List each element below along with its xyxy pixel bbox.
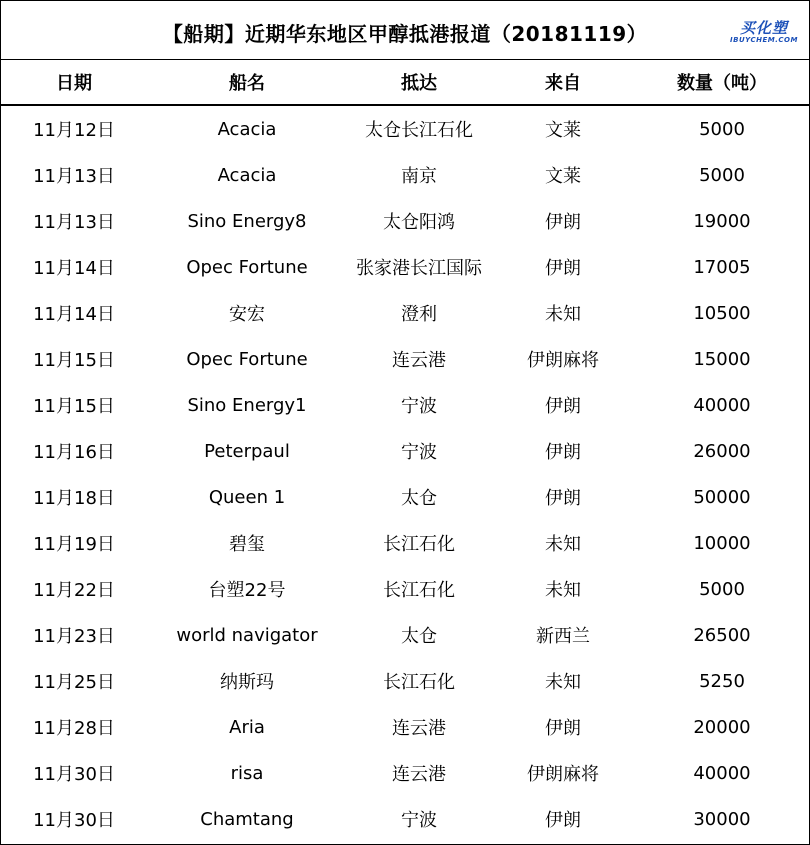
logo-main-text: 买化塑 <box>739 19 788 37</box>
cell-date: 11月12日 <box>33 120 115 141</box>
cell-ship-name: Sino Energy1 <box>187 394 307 416</box>
cell-quantity: 17005 <box>693 256 751 278</box>
cell-date: 11月22日 <box>33 580 115 601</box>
cell-quantity: 5000 <box>699 578 745 600</box>
cell-ship-name: 台塑22号 <box>208 580 286 601</box>
cell-origin: 未知 <box>545 672 581 693</box>
table-row <box>1 244 809 290</box>
page-title: 【船期】近期华东地区甲醇抵港报道（20181119） <box>162 22 648 46</box>
table-row <box>1 566 809 612</box>
cell-quantity: 40000 <box>693 394 751 416</box>
cell-origin: 伊朗麻将 <box>527 764 599 785</box>
cell-arrival-port: 宁波 <box>401 810 437 831</box>
table-header-row <box>1 60 809 105</box>
cell-ship-name: Acacia <box>217 164 277 186</box>
table-row <box>1 290 809 336</box>
cell-arrival-port: 连云港 <box>392 718 446 739</box>
cell-arrival-port: 连云港 <box>392 764 446 785</box>
cell-date: 11月18日 <box>33 488 115 509</box>
cell-quantity: 5000 <box>699 164 745 186</box>
cell-quantity: 10000 <box>693 532 751 554</box>
header-origin: 来自 <box>491 60 635 105</box>
cell-origin: 伊朗 <box>545 810 581 831</box>
table-row <box>1 612 809 658</box>
cell-date: 11月28日 <box>33 718 115 739</box>
cell-quantity: 10500 <box>693 302 751 324</box>
cell-arrival-port: 连云港 <box>392 350 446 371</box>
cell-arrival-port: 长江石化 <box>383 672 455 693</box>
cell-ship-name: Sino Energy8 <box>187 210 307 232</box>
cell-quantity: 26000 <box>693 440 751 462</box>
cell-arrival-port: 南京 <box>401 166 437 187</box>
table-body <box>1 105 809 842</box>
cell-origin: 伊朗 <box>545 718 581 739</box>
cell-arrival-port: 太仓 <box>401 488 437 509</box>
table-row <box>1 198 809 244</box>
cell-quantity: 40000 <box>693 762 751 784</box>
cell-date: 11月23日 <box>33 626 115 647</box>
cell-arrival-port: 张家港长江国际 <box>356 258 482 279</box>
cell-quantity: 50000 <box>693 486 751 508</box>
logo-sub-text: IBUYCHEM.COM <box>730 36 798 44</box>
cell-arrival-port: 长江石化 <box>383 580 455 601</box>
table-row <box>1 336 809 382</box>
cell-ship-name: Chamtang <box>200 808 294 830</box>
cell-origin: 文莱 <box>545 166 581 187</box>
cell-arrival-port: 长江石化 <box>383 534 455 555</box>
cell-ship-name: Peterpaul <box>204 440 290 462</box>
cell-quantity: 20000 <box>693 716 751 738</box>
table-row <box>1 105 809 152</box>
cell-date: 11月30日 <box>33 810 115 831</box>
cell-quantity: 26500 <box>693 624 751 646</box>
cell-origin: 伊朗 <box>545 488 581 509</box>
cell-ship-name: Opec Fortune <box>186 256 308 278</box>
cell-arrival-port: 宁波 <box>401 396 437 417</box>
cell-origin: 新西兰 <box>536 626 590 647</box>
cell-quantity: 5250 <box>699 670 745 692</box>
cell-ship-name: 安宏 <box>229 304 265 325</box>
table-row <box>1 658 809 704</box>
cell-ship-name: world navigator <box>176 624 318 646</box>
table-row <box>1 704 809 750</box>
table-row <box>1 152 809 198</box>
cell-date: 11月15日 <box>33 396 115 417</box>
cell-origin: 伊朗 <box>545 442 581 463</box>
cell-date: 11月15日 <box>33 350 115 371</box>
title-bar <box>1 1 809 60</box>
table-row <box>1 474 809 520</box>
cell-origin: 伊朗麻将 <box>527 350 599 371</box>
cell-quantity: 30000 <box>693 808 751 830</box>
cell-origin: 伊朗 <box>545 396 581 417</box>
cell-quantity: 15000 <box>693 348 751 370</box>
cell-ship-name: Opec Fortune <box>186 348 308 370</box>
cell-date: 11月13日 <box>33 212 115 233</box>
table-row <box>1 750 809 796</box>
cell-ship-name: Aria <box>229 716 265 738</box>
cell-arrival-port: 宁波 <box>401 442 437 463</box>
shipment-table <box>1 60 809 842</box>
cell-date: 11月13日 <box>33 166 115 187</box>
table-row <box>1 796 809 842</box>
cell-origin: 未知 <box>545 304 581 325</box>
cell-date: 11月19日 <box>33 534 115 555</box>
cell-arrival-port: 太仓阳鸿 <box>383 212 455 233</box>
header-quantity: 数量（吨） <box>635 60 809 105</box>
cell-origin: 未知 <box>545 534 581 555</box>
cell-ship-name: 纳斯玛 <box>220 672 274 693</box>
table-row <box>1 382 809 428</box>
header-date: 日期 <box>1 60 147 105</box>
header-ship-name: 船名 <box>147 60 347 105</box>
brand-logo <box>729 21 799 47</box>
cell-ship-name: Acacia <box>217 118 277 140</box>
cell-arrival-port: 太仓长江石化 <box>365 120 473 141</box>
cell-quantity: 5000 <box>699 118 745 140</box>
cell-origin: 伊朗 <box>545 212 581 233</box>
cell-ship-name: 碧玺 <box>229 534 265 555</box>
cell-date: 11月25日 <box>33 672 115 693</box>
cell-arrival-port: 太仓 <box>401 626 437 647</box>
table-row <box>1 428 809 474</box>
cell-arrival-port: 澄利 <box>401 304 437 325</box>
cell-date: 11月16日 <box>33 442 115 463</box>
cell-ship-name: Queen 1 <box>208 486 286 508</box>
cell-ship-name: risa <box>230 762 264 784</box>
cell-origin: 未知 <box>545 580 581 601</box>
cell-date: 11月14日 <box>33 304 115 325</box>
table-row <box>1 520 809 566</box>
cell-origin: 伊朗 <box>545 258 581 279</box>
header-arrival-port: 抵达 <box>347 60 491 105</box>
cell-quantity: 19000 <box>693 210 751 232</box>
cell-date: 11月14日 <box>33 258 115 279</box>
cell-origin: 文莱 <box>545 120 581 141</box>
cell-date: 11月30日 <box>33 764 115 785</box>
